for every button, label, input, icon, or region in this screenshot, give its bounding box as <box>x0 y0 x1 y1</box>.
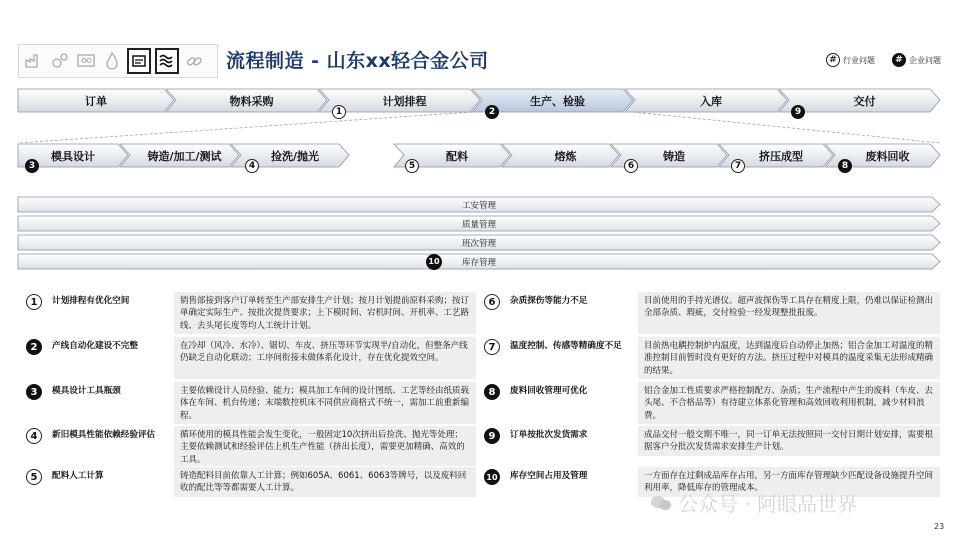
step-order-label: 订单 <box>85 95 107 108</box>
watermark <box>650 488 857 517</box>
step-warehousing-label: 入库 <box>700 95 722 108</box>
issue-title: 杂质探伤等能力不足 <box>510 296 588 306</box>
issue-description: 成品交付一般交期不唯一，同一订单无法按照同一交付日期计划安排，需要根据客户分批次发货需求安排生产计划。 <box>638 426 940 456</box>
issue-marker-7: 7 <box>731 159 745 173</box>
wechat-icon <box>650 494 672 512</box>
issue-marker-5: 5 <box>405 159 419 173</box>
enterprise-issue-marker: # <box>892 53 906 67</box>
issue-description: 一方面存在过剩成品库存占用，另一方面库存管理缺少匹配设备设施提升空间利用率，降低库存的管理成本。 <box>638 467 940 497</box>
bar-shift-label: 班次管理 <box>461 238 496 249</box>
issue-description: 在冷却（风冷、水冷）、锯切、车皮、挤压等环节实现半/自动化，但整条产线仍缺乏自动化联动；工序间衔接未做体系化设计，存在优化提效空间。 <box>174 337 476 379</box>
issue-item-8 <box>482 382 940 424</box>
step-casting-testing-label: 铸造/加工/测试 <box>147 150 222 163</box>
issue-number: 1 <box>26 294 42 310</box>
step-procurement-label: 物料采购 <box>229 95 274 108</box>
issue-title: 模具设计工具瓶颈 <box>52 386 121 396</box>
issue-title: 产线自动化建设不完整 <box>52 341 138 351</box>
legend-label: 企业问题 <box>909 55 941 65</box>
issue-description: 循环使用的模具性能会发生变化，一般固定10次挤出后捡洗、抛光等处理；主要依赖测试和经验评估上机生产性能（挤出长度），需要更加精确、高效的工具。 <box>174 426 476 466</box>
issue-number: 9 <box>484 428 500 444</box>
issue-description: 目前热电耦控制炉内温度，达到温度后自动停止加热；铝合金加工对温度的精准控制目前暂时没有更好的方法。挤压过程中对模具的温度采集无法形成精确的结果。 <box>638 337 940 379</box>
issue-marker-3: 3 <box>25 159 39 173</box>
issue-item-4 <box>24 426 476 466</box>
step-cleaning-label: 捡洗/抛光 <box>270 150 320 163</box>
watermark-text: 公众号 · 阿眼品世界 <box>678 492 858 516</box>
step-extrusion-label: 挤压成型 <box>759 150 803 163</box>
bar-safety-label: 工安管理 <box>461 200 496 211</box>
issue-title: 废料回收管理可优化 <box>510 386 588 396</box>
issue-description: 目前使用的手持光谱仪、超声波探伤等工具存在精度上限，仍难以保证检测出全部杂质、瑕疵，交付检验一经发现整批报废。 <box>638 292 940 334</box>
issue-description: 铝合金加工性质要求严格控制配方、杂质；生产流程中产生的废料（车皮、去头尾、不合格品等）有待建立体系化管理和高效回收利用机制，减少材料浪费。 <box>638 382 940 424</box>
step-casting-label: 铸造 <box>663 150 685 163</box>
issue-marker-2: 2 <box>485 105 499 119</box>
issue-marker-10: 10 <box>426 254 442 270</box>
issue-marker-1: 1 <box>332 105 346 119</box>
issue-number: 2 <box>26 339 42 355</box>
step-delivery-label: 交付 <box>853 95 876 108</box>
issue-marker-6: 6 <box>624 159 638 173</box>
step-batching-label: 配料 <box>446 150 468 163</box>
issue-item-2 <box>24 337 476 379</box>
issue-description: 铸造配料目前依靠人工计算；例如605A、6061、6063等牌号，以及废料回收的配比等等都需要人工计算。 <box>174 467 476 497</box>
step-mold-design-label: 模具设计 <box>51 150 95 163</box>
issue-number: 3 <box>26 384 42 400</box>
issue-marker-8: 8 <box>838 159 852 173</box>
issue-number: 6 <box>484 294 500 310</box>
issue-description: 销售部接到客户订单转至生产部安排生产计划；按月计划提前原料采购；按订单确定实际生产、按批次提货要求；上下模时间、宕机时间、开机率、工艺路线、去头尾长度等均人工统计计划。 <box>174 292 476 334</box>
issue-item-9 <box>482 426 940 456</box>
step-smelting-label: 熔炼 <box>554 150 577 163</box>
issue-title: 库存空间占用及管理 <box>510 471 588 481</box>
issue-number: 5 <box>26 469 42 485</box>
issue-item-5 <box>24 467 476 497</box>
bar-quality-label: 质量管理 <box>461 219 496 230</box>
page-title: 流程制造 - 山东xx轻合金公司 <box>226 50 489 72</box>
issue-marker-9: 9 <box>791 105 805 119</box>
page-number: 23 <box>934 522 945 531</box>
issue-number: 4 <box>26 428 42 444</box>
issue-number: 10 <box>484 469 500 485</box>
issue-item-7 <box>482 337 940 379</box>
issue-number: 7 <box>484 339 500 355</box>
bar-inventory-label: 库存管理 <box>461 257 496 268</box>
issue-title: 温度控制、传感等精确度不足 <box>510 341 622 351</box>
issue-item-6 <box>482 292 940 334</box>
issue-item-3 <box>24 382 476 424</box>
issue-description: 主要依赖设计人员经验、能力；模具加工车间的设计图纸、工艺等经由纸质载体在车间、机台传递；末端数控机床不同供应商格式不统一，需加工前重新编程。 <box>174 382 476 424</box>
issue-title: 计划排程有优化空间 <box>52 296 130 306</box>
legend-label: 行业问题 <box>843 55 875 65</box>
issue-item-1 <box>24 292 476 334</box>
step-production-label: 生产、检验 <box>530 95 585 108</box>
issue-marker-4: 4 <box>245 159 259 173</box>
issue-title: 订单按批次发货需求 <box>510 430 588 440</box>
issue-title: 配料人工计算 <box>52 471 104 481</box>
step-planning-label: 计划排程 <box>382 95 427 108</box>
industry-issue-marker: # <box>826 53 840 67</box>
step-scrap-recycling-label: 废料回收 <box>865 150 910 163</box>
issue-title: 新旧模具性能依赖经验评估 <box>52 430 156 440</box>
issue-number: 8 <box>484 384 500 400</box>
